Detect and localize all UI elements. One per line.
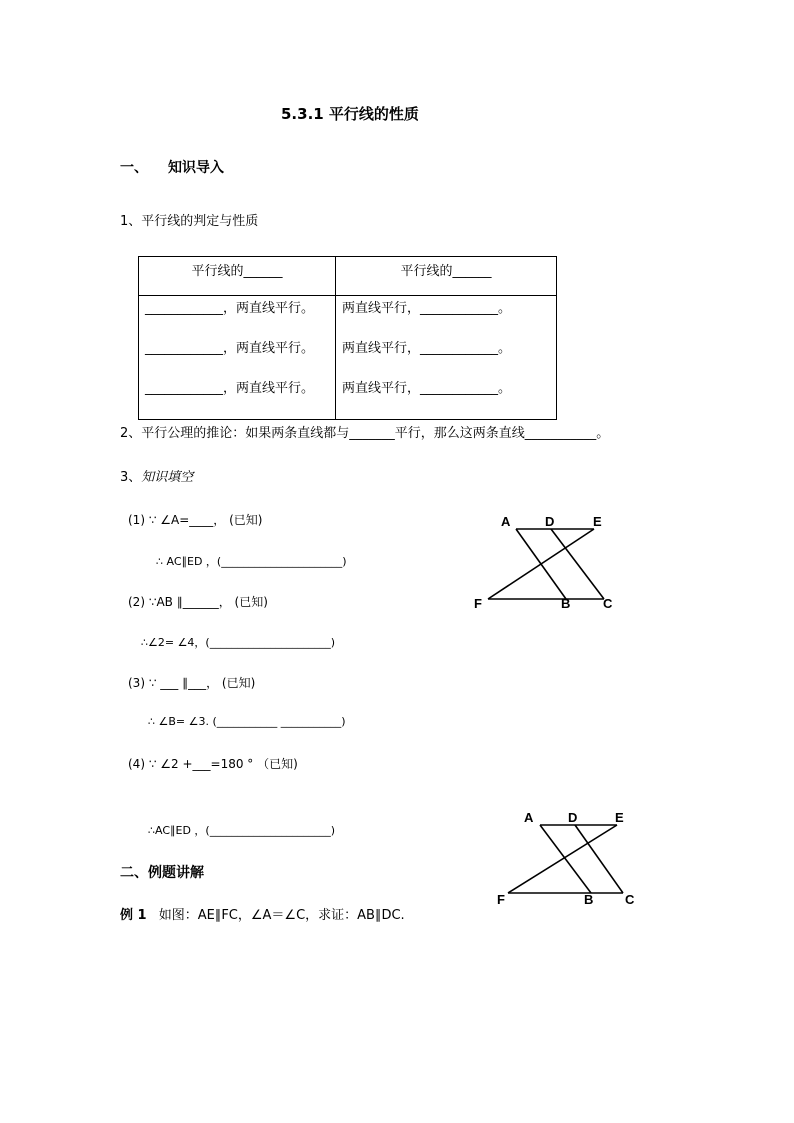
table-right-row: 两直线平行，____________。 [342, 381, 512, 396]
label-A: A [524, 810, 534, 825]
example-label: 例 1 [120, 908, 147, 923]
label-E: E [593, 514, 602, 529]
judgment-property-table [138, 256, 557, 420]
table-cell-left [139, 296, 336, 420]
label-F: F [497, 892, 505, 907]
q3-item1-conclusion: ∴ AC∥ED ，(______________________) [156, 555, 347, 568]
q3-label [120, 466, 193, 485]
q2-text: 2、平行公理的推论：如果两条直线都与_______平行，那么这两条直线___________。 [120, 426, 610, 441]
table-right-row: 两直线平行，____________。 [342, 341, 512, 356]
q3-item3-given: (3) ∵ ___ ∥___， (已知) [128, 676, 256, 690]
section2-title: 二、例题讲解 [120, 865, 204, 881]
q3-number: 3、 [120, 470, 142, 485]
label-B: B [561, 596, 571, 611]
example-text: 如图：AE∥FC，∠A＝∠C，求证：AB∥DC. [158, 908, 405, 923]
q3-item4-conclusion: ∴AC∥ED ，(______________________) [148, 824, 336, 837]
geometry-figure-bottom [495, 808, 645, 913]
section1-number: 一、 [120, 160, 148, 176]
label-B: B [584, 892, 594, 907]
table-left-row: ____________，两直线平行。 [145, 301, 315, 316]
label-E: E [615, 810, 624, 825]
q3-item2-given: (2) ∵AB ∥______， (已知) [128, 595, 268, 609]
label-D: D [545, 514, 555, 529]
page-title: 5.3.1 平行线的性质 [281, 105, 419, 123]
table-left-row: ____________，两直线平行。 [145, 381, 315, 396]
q3-title: 知识填空 [141, 470, 194, 485]
label-D: D [568, 810, 578, 825]
example-1 [120, 904, 405, 923]
label-C: C [625, 892, 635, 907]
q1-label: 1、平行线的判定与性质 [120, 214, 259, 229]
table-left-row: ____________，两直线平行。 [145, 341, 315, 356]
label-A: A [501, 514, 511, 529]
table-right-row: 两直线平行，____________。 [342, 301, 512, 316]
label-C: C [603, 596, 613, 611]
q3-item3-conclusion: ∴ ∠B= ∠3. (___________ ___________) [148, 715, 346, 728]
table-cell-right [336, 296, 557, 420]
table-header-left: 平行线的______ [139, 257, 336, 296]
label-F: F [474, 596, 482, 611]
q3-item2-conclusion: ∴∠2= ∠4，(______________________) [141, 636, 336, 649]
q3-item4-given: (4) ∵ ∠2 +___=180 ° （已知) [128, 757, 298, 771]
geometry-figure-top [470, 510, 620, 615]
q3-item1-given: (1) ∵ ∠A=____， (已知) [128, 513, 263, 527]
table-header-right: 平行线的______ [336, 257, 557, 296]
section1-title: 知识导入 [168, 160, 224, 176]
